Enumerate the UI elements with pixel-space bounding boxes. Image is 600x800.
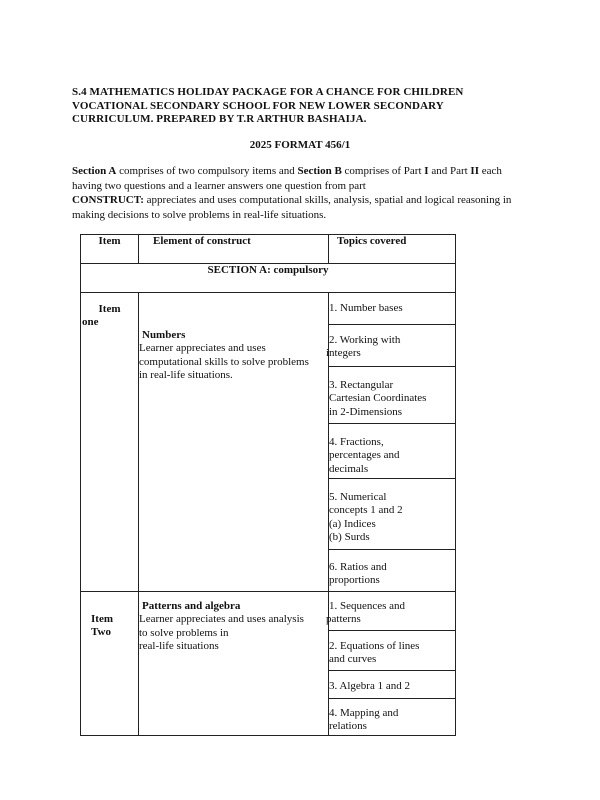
title-line: CURRICULUM. PREPARED BY T.R ARTHUR BASHAIJA. bbox=[72, 113, 367, 125]
topic-line: and curves bbox=[329, 653, 377, 666]
exam-format: 2025 FORMAT 456/1 bbox=[249, 139, 351, 151]
intro-text: appreciates and uses computational skills, analysis, spatial and logical reasoning in bbox=[143, 194, 512, 207]
item-line: one bbox=[82, 316, 99, 329]
intro-text: and Part bbox=[428, 165, 471, 177]
topic-line: concepts 1 and 2 bbox=[329, 504, 403, 517]
table-row bbox=[81, 592, 456, 631]
header-item: Item bbox=[81, 235, 139, 264]
topic-cell bbox=[326, 325, 456, 367]
topic-line: 6. Ratios and bbox=[329, 561, 387, 573]
table-row bbox=[81, 293, 456, 325]
element-heading: Patterns and algebra bbox=[142, 600, 241, 612]
item-line: Item bbox=[91, 613, 113, 625]
title-line: VOCATIONAL SECONDARY SCHOOL FOR NEW LOWER SECONDARY bbox=[72, 99, 444, 112]
topic-cell bbox=[329, 550, 456, 592]
item-label bbox=[81, 592, 139, 736]
item-line: Two bbox=[91, 626, 111, 639]
section-a-heading: SECTION A: compulsory bbox=[81, 264, 456, 293]
topic-cell bbox=[329, 367, 456, 424]
topic-line: 1. Sequences and bbox=[329, 600, 406, 612]
document-title bbox=[72, 86, 542, 127]
section-a-row bbox=[81, 264, 456, 293]
topic-cell bbox=[326, 592, 456, 631]
element-line: real-life situations bbox=[139, 639, 219, 652]
topic-line: 4. Fractions, bbox=[329, 436, 384, 448]
element-line: in real-life situations. bbox=[139, 368, 233, 381]
topic-line: 4. Mapping and bbox=[329, 707, 399, 719]
topic-line: relations bbox=[329, 720, 367, 733]
intro-text: comprises of two compulsory items and bbox=[116, 165, 298, 177]
header-element: Element of construct bbox=[139, 235, 329, 264]
topic-line: integers bbox=[326, 347, 361, 360]
header-topics: Topics covered bbox=[329, 235, 456, 264]
part-one-label: I bbox=[424, 165, 429, 177]
intro-line-3 bbox=[72, 193, 532, 208]
topic-line: (a) Indices bbox=[329, 517, 376, 530]
title-line: S.4 MATHEMATICS HOLIDAY PACKAGE FOR A CHANCE FOR CHILDREN bbox=[72, 86, 464, 98]
topic-cell bbox=[329, 293, 456, 325]
topic-cell bbox=[329, 424, 456, 479]
topic-line: percentages and bbox=[329, 449, 400, 462]
intro-line-4: making decisions to solve problems in real-life situations. bbox=[72, 208, 327, 221]
topic-cell bbox=[329, 479, 456, 550]
topic-line: (b) Surds bbox=[329, 530, 370, 543]
intro-line-1 bbox=[72, 164, 532, 179]
topic-line: 5. Numerical bbox=[329, 491, 387, 503]
topic-line: 2. Equations of lines bbox=[329, 640, 420, 652]
intro-line-2: having two questions and a learner answers one question from part bbox=[72, 179, 366, 192]
item-label bbox=[81, 293, 139, 592]
topic-cell bbox=[329, 699, 456, 736]
topic-cell bbox=[329, 671, 456, 699]
element-cell bbox=[139, 293, 329, 592]
topic-line: 1. Number bases bbox=[329, 302, 403, 314]
element-line: Learner appreciates and uses bbox=[139, 342, 266, 355]
topic-line: Cartesian Coordinates bbox=[329, 392, 427, 405]
topic-line: decimals bbox=[329, 462, 369, 475]
table-header-row bbox=[81, 235, 456, 264]
section-a-label: Section A bbox=[72, 165, 117, 177]
section-b-label: Section B bbox=[297, 165, 342, 177]
element-line: to solve problems in bbox=[139, 626, 229, 639]
intro-text: each bbox=[478, 165, 502, 177]
intro-text: comprises of Part bbox=[341, 165, 425, 177]
part-two-label: II bbox=[470, 165, 479, 177]
topic-cell bbox=[329, 631, 456, 671]
element-cell bbox=[139, 592, 329, 736]
element-line: computational skills to solve problems bbox=[139, 355, 309, 368]
element-heading: Numbers bbox=[142, 329, 186, 341]
topic-line: patterns bbox=[326, 613, 361, 626]
item-line: Item bbox=[98, 303, 121, 315]
topic-line: 3. Rectangular bbox=[329, 379, 394, 391]
topic-line: in 2-Dimensions bbox=[329, 405, 403, 418]
construct-label: CONSTRUCT: bbox=[72, 194, 144, 207]
topic-line: 3. Algebra 1 and 2 bbox=[329, 680, 410, 692]
element-line: Learner appreciates and uses analysis bbox=[139, 613, 304, 626]
topic-line: 2. Working with bbox=[329, 334, 401, 346]
topic-line: proportions bbox=[329, 574, 380, 587]
topics-table bbox=[80, 234, 456, 736]
intro-paragraph bbox=[72, 164, 532, 222]
